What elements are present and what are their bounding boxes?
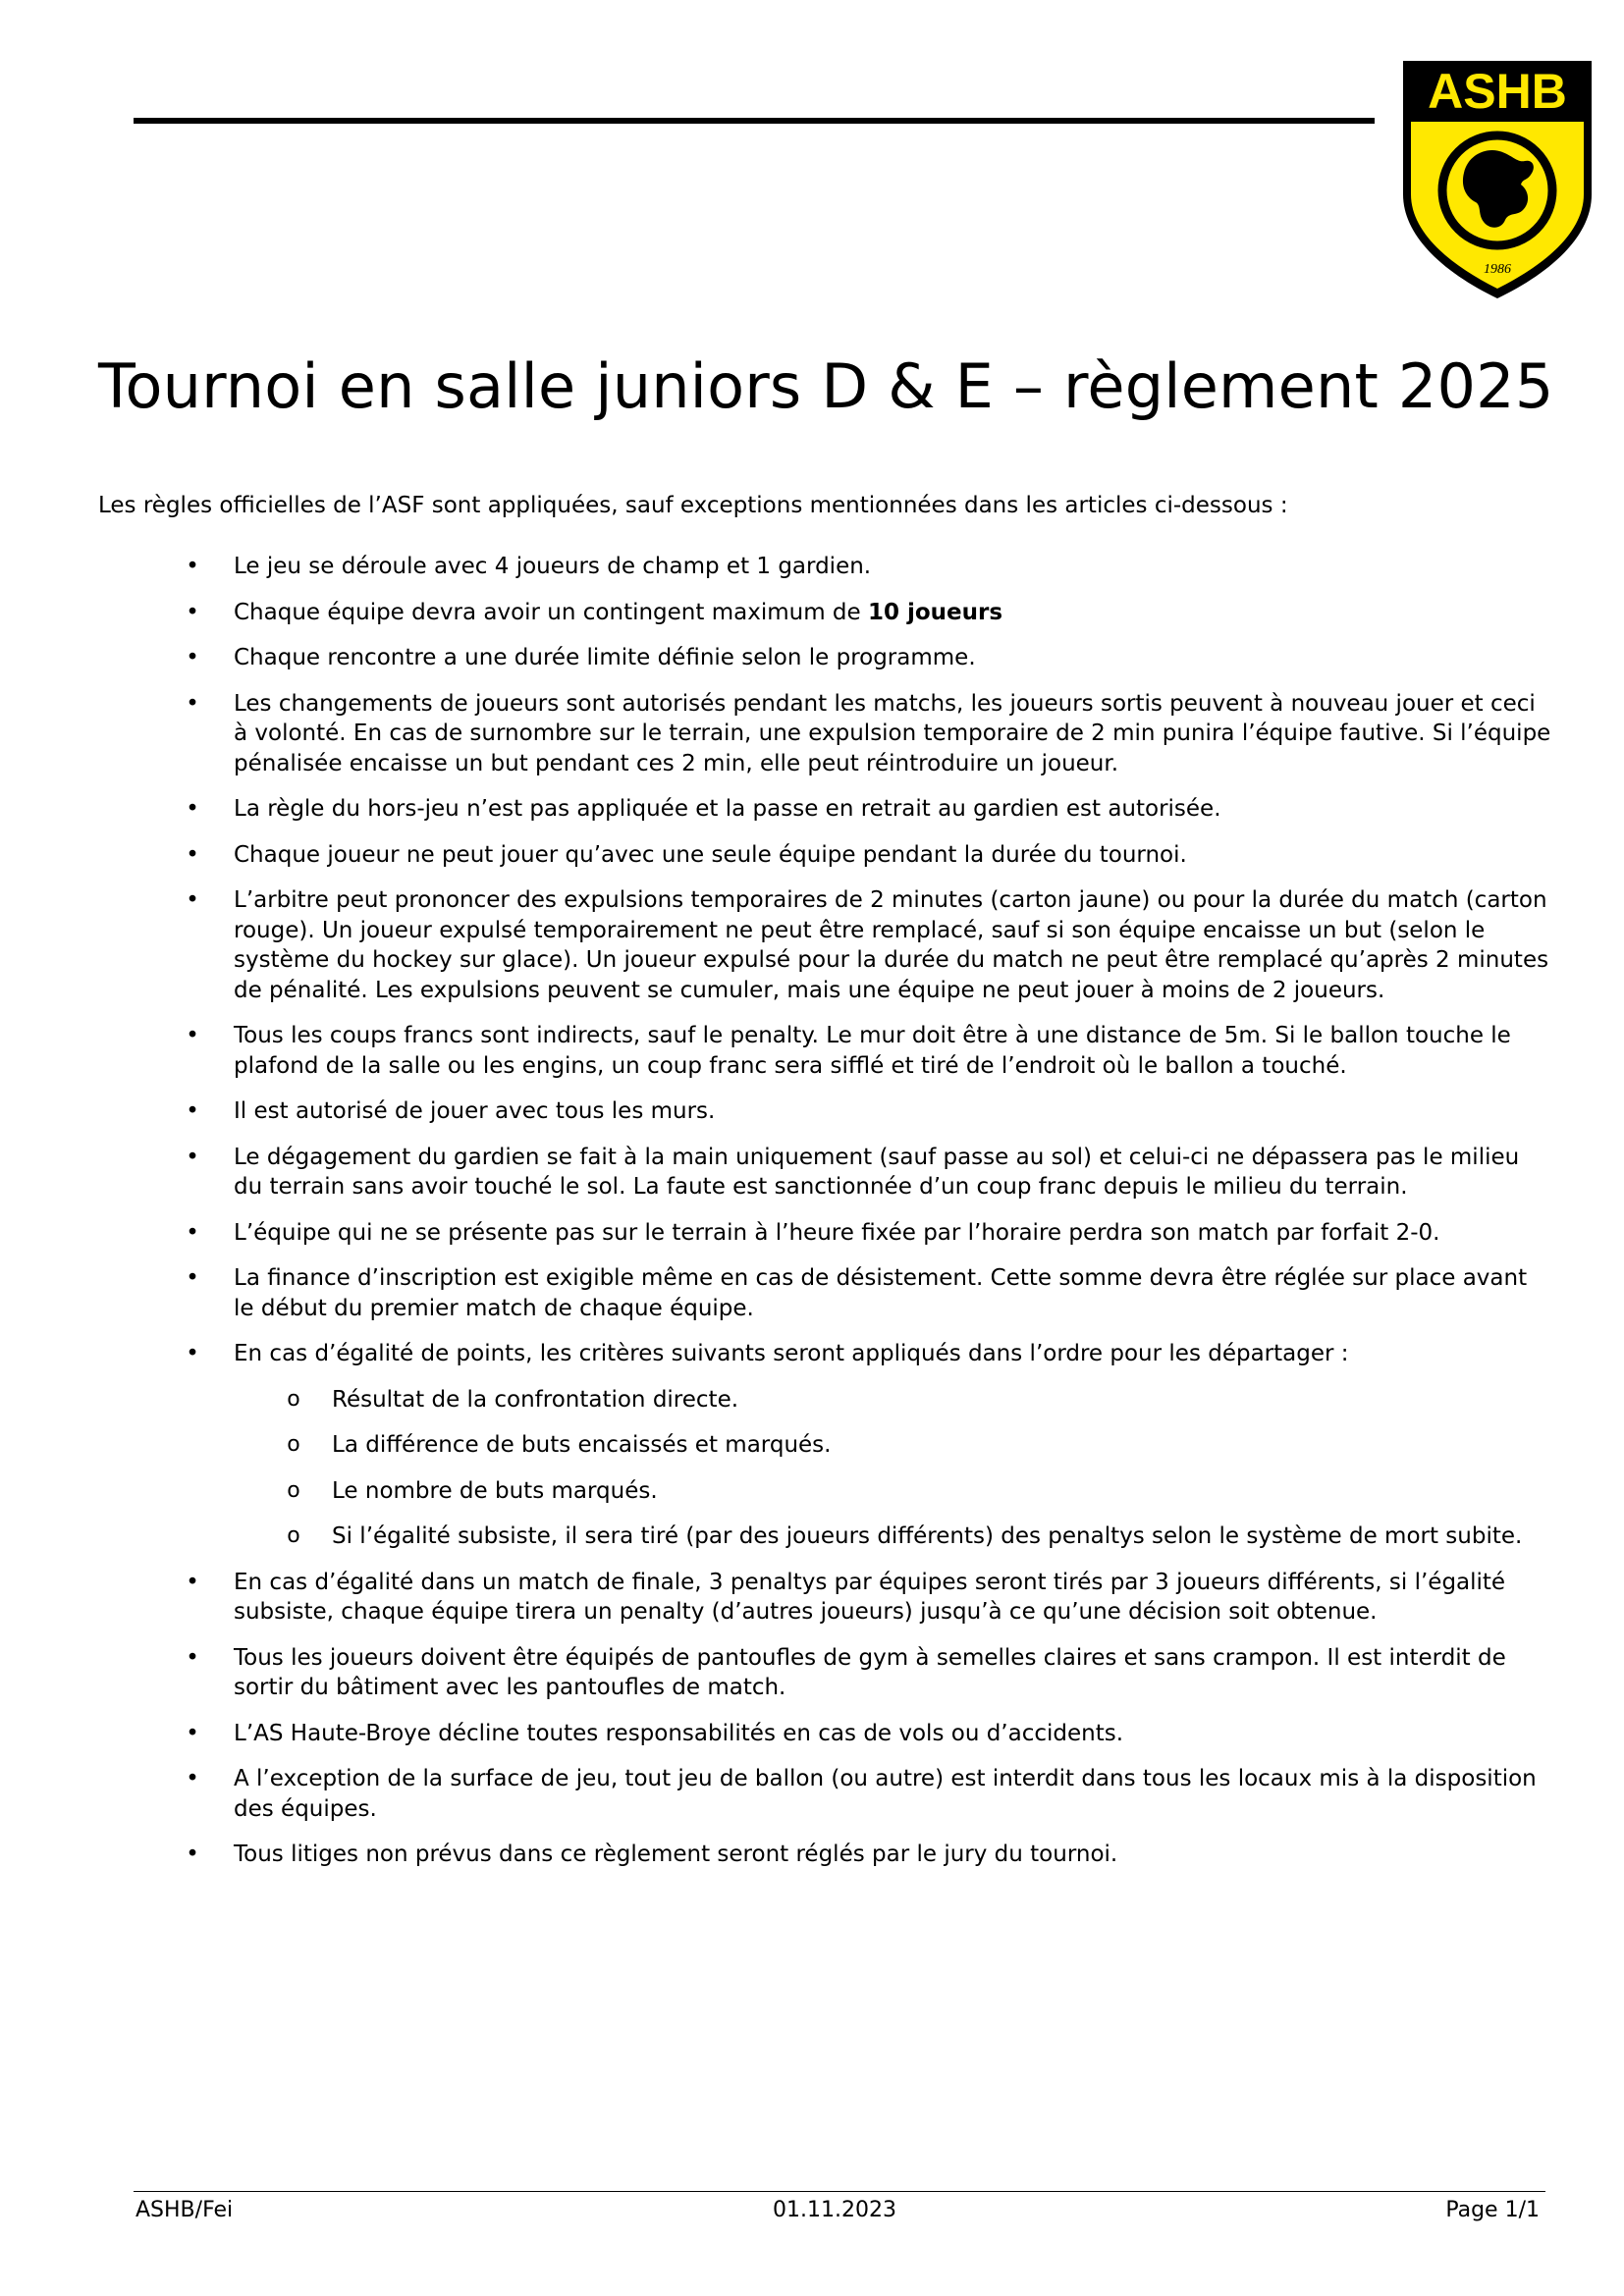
rule-text: Chaque rencontre a une durée limite définie selon le programme. [234,645,976,670]
bullet-icon: • [186,645,199,670]
bullet-icon: • [186,1098,199,1124]
rule-text: La finance d’inscription est exigible même en cas de désistement. Cette somme devra être réglée sur place avant le début du premier match de chaque équipe. [234,1265,1528,1321]
bullet-icon: • [186,1766,199,1791]
sub-rule-text: Résultat de la confrontation directe. [332,1386,739,1413]
crest-text: ASHB [1428,64,1567,119]
rule-item [98,598,1551,628]
rule-text: Le dégagement du gardien se fait à la main uniquement (sauf passe au sol) et celui-ci ne dépassera pas le milieu du terrain sans avoir touché le sol. La faute est sanctionnée d’un coup franc depuis le milieu du terrain. [234,1144,1520,1200]
rule-text: Il est autorisé de jouer avec tous les murs. [234,1098,716,1124]
rule-item [98,1021,1551,1081]
bullet-icon: • [186,1569,199,1595]
rule-item [98,1263,1551,1323]
rule-text-bold: 10 joueurs [867,599,1003,625]
rule-item [98,885,1551,1005]
rule-item [98,1143,1551,1202]
circle-bullet-icon: o [287,1523,300,1548]
bullet-icon: • [186,554,199,579]
rule-text: Tous litiges non prévus dans ce règlement seront réglés par le jury du tournoi. [234,1842,1118,1867]
rules-list [98,552,1551,1886]
rule-text: L’équipe qui ne se présente pas sur le terrain à l’heure fixée par l’horaire perdra son match par forfait 2-0. [234,1219,1440,1246]
bullet-icon: • [186,690,199,717]
rule-item [98,689,1551,779]
rule-item [98,1643,1551,1703]
footer-rule [134,2191,1545,2192]
bullet-icon: • [186,599,199,625]
rule-item [98,794,1551,825]
page-title: Tournoi en salle juniors D & E – règlement 2025 [98,350,1554,422]
bullet-icon: • [186,1219,199,1246]
bullet-icon: • [186,1842,199,1867]
bullet-icon: • [186,1265,199,1291]
rule-item [98,1764,1551,1824]
rule-text: Tous les coups francs sont indirects, sauf le penalty. Le mur doit être à une distance de 5m. Si le ballon touche le plafond de la salle ou les engins, un coup franc sera sifflé et tiré de l’endroit où le ballon a touché. [234,1023,1511,1079]
rule-item-tiebreak [98,1339,1551,1552]
sub-rule-item [234,1385,1551,1415]
rule-item [98,643,1551,673]
header-rule [134,118,1375,124]
bullet-icon: • [186,1023,199,1048]
intro-paragraph: Les règles officielles de l’ASF sont appliquées, sauf exceptions mentionnées dans les articles ci-dessous : [98,493,1288,518]
rule-text: Le jeu se déroule avec 4 joueurs de champ et 1 gardien. [234,554,872,579]
bullet-icon: • [186,796,199,822]
rule-text: Tous les joueurs doivent être équipés de pantoufles de gym à semelles claires et sans crampon. Il est interdit de sortir du bâtiment avec les pantoufles de match. [234,1644,1506,1700]
sub-rule-text: La différence de buts encaissés et marqués. [332,1432,832,1458]
rule-item [98,1840,1551,1870]
sub-rule-item [234,1430,1551,1461]
rule-item [98,1568,1551,1628]
bullet-icon: • [186,1644,199,1671]
rule-text: En cas d’égalité de points, les critères suivants seront appliqués dans l’ordre pour les départager : [234,1341,1349,1366]
rule-text: A l’exception de la surface de jeu, tout jeu de ballon (ou autre) est interdit dans tous les locaux mis à la disposition des équipes. [234,1766,1537,1822]
rule-item [98,840,1551,871]
club-logo-crest [1399,57,1596,302]
footer-author: ASHB/Fei [135,2198,234,2222]
rule-text: Chaque joueur ne peut jouer qu’avec une seule équipe pendant la durée du tournoi. [234,841,1187,868]
sub-rule-text: Le nombre de buts marqués. [332,1477,658,1504]
rule-text: En cas d’égalité dans un match de finale, 3 penaltys par équipes seront tirés par 3 joueurs différents, si l’égalité subsiste, chaque équipe tirera un penalty (d’autres joueurs) jusqu’à ce qu’une décision soit obtenue. [234,1569,1506,1625]
sub-rule-text: Si l’égalité subsiste, il sera tiré (par des joueurs différents) des penaltys selon le système de mort subite. [332,1523,1523,1549]
footer-date: 01.11.2023 [773,2198,896,2222]
bullet-icon: • [186,1341,199,1366]
bullet-icon: • [186,1720,199,1746]
footer-page-number: Page 1/1 [1445,2198,1540,2222]
rule-text: Les changements de joueurs sont autorisés pendant les matchs, les joueurs sortis peuvent à nouveau jouer et ceci à volonté. En cas de surnombre sur le terrain, une expulsion temporaire de 2 min punira l’équipe fautive. Si l’équipe pénalisée encaisse un but pendant ces 2 min, elle peut réintroduire un joueur. [234,690,1551,776]
sub-rule-item [234,1522,1551,1552]
rule-item [98,1218,1551,1249]
crest-year: 1986 [1484,262,1511,277]
tiebreak-criteria-list [234,1385,1551,1552]
circle-bullet-icon: o [287,1386,300,1412]
circle-bullet-icon: o [287,1477,300,1503]
sub-rule-item [234,1476,1551,1507]
rule-text: Chaque équipe devra avoir un contingent maximum de [234,599,868,625]
rule-text: L’AS Haute-Broye décline toutes responsabilités en cas de vols ou d’accidents. [234,1720,1124,1746]
rule-text: L’arbitre peut prononcer des expulsions temporaires de 2 minutes (carton jaune) ou pour la durée du match (carton rouge). Un joueur expulsé temporairement ne peut être remplacé, sauf si son équipe encaisse un but (selon le système du hockey sur glace). Un joueur expulsé pour la durée du match ne peut être remplacé qu’après 2 minutes de pénalité. Les expulsions peuvent se cumuler, mais une équipe ne peut jouer à moins de 2 joueurs. [234,887,1549,1003]
rule-item [98,1719,1551,1749]
rule-item [98,552,1551,582]
rule-text: La règle du hors-jeu n’est pas appliquée et la passe en retrait au gardien est autorisée. [234,796,1221,822]
bullet-icon: • [186,841,199,868]
bullet-icon: • [186,887,199,913]
rule-item [98,1096,1551,1127]
bullet-icon: • [186,1144,199,1170]
circle-bullet-icon: o [287,1432,300,1457]
